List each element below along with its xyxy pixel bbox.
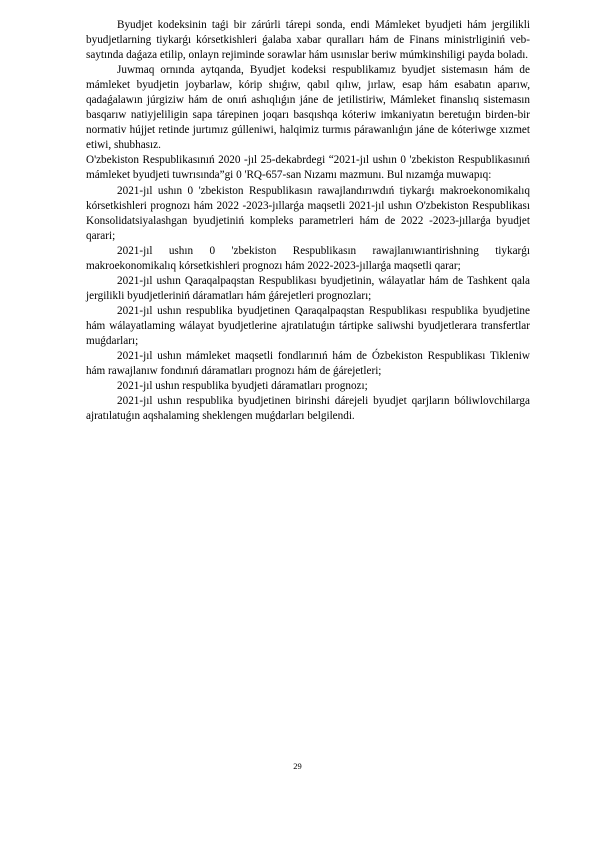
paragraph-budget-code-advantage: Byudjet kodeksinin taǵi bir zárúrli tárepi sonda, endi Mámleket byudjeti hám jergilikli byudjetlarning tiykarǵı kórsetkishleri ǵalaba xabar quralları hám de Finans ministrliginiń veb-saytında daǵaza etilip, onlayn rejiminde sorawlar hám usınıslar beriw múmkinshiligi payda boladı. bbox=[86, 19, 530, 62]
paragraph-list-item-5: 2021-jıl ushın mámleket maqsetli fondlarınıń hám de Ózbekiston Respublikası Tikleniw hám rawajlanıw fondınıń dáramatları prognozı hám de ǵárejetleri; bbox=[86, 350, 530, 378]
paragraph-list-item-4: 2021-jıl ushın respublika byudjetinen Qaraqalpaqstan Respublikası respublika byudjetine hám wálayatlaming wálayat byudjetlerine ajratılatuǵın tártipke saliwshi byudjetlerara transfertlar muǵdarları; bbox=[86, 304, 530, 347]
paragraph-list-item-2: 2021-jıl ushın 0 'zbekiston Respublikasın rawajlanıwıantirishning tiykarǵı makroekonomikalıq kórsetkishleri prognozı hám 2022-2023-jıllarǵa maqsetli qarar; bbox=[86, 244, 530, 272]
document-body bbox=[86, 18, 530, 424]
paragraph-list-item-6: 2021-jıl ushın respublika byudjeti dáramatları prognozı; bbox=[117, 380, 368, 393]
paragraph-conclusion: Juwmaq ornında aytqanda, Byudjet kodeksi respublikamız byudjet sistemasın hám de mámleket byudjetin joybarlaw, kórip shıǵıw, qabıl qılıw, jırlaw, esap hám esabatın aparıw, qadaǵalawın júrgiziw hám de onıń ashıqlıǵın jáne de jetilistiriw, Mámleket finanslıq sistemasın basqarıw natiyjeliligin sapa tárepinen joqarı basqıshqa kóteriw imkaniyatın beretuǵın birden-bir normativ hújjet retinde jurtımız gúlleniwi, halqimiz turmıs párawanlıǵın jáne de kóteriwge xızmet etiwi, shubhasız. bbox=[86, 64, 530, 152]
page-number: 29 bbox=[293, 761, 302, 771]
paragraph-law-reference: O'zbekiston Respublikasınıń 2020 -jıl 25-dekabrdegi “2021-jıl ushın 0 'zbekiston Respublikasınıń mámleket byudjeti tuwrısında”gi 0 'RQ-657-san Nızamı mazmunı. Bul nızamǵa muwapıq: bbox=[86, 154, 530, 182]
paragraph-list-item-3: 2021-jıl ushın Qaraqalpaqstan Respublikası byudjetinin, wálayatlar hám de Tashkent qala jergilikli byudjetleriniń dáramatları hám ǵárejetleri prognozları; bbox=[86, 274, 530, 302]
paragraph-list-item-7: 2021-jıl ushın respublika byudjetinen birinshi dárejeli byudjet qarjların bóliwlovchilarga ajratılatuǵın aqshalaming sheklengen muǵdarları belgilendi. bbox=[86, 395, 530, 423]
paragraph-list-item-1: 2021-jıl ushın 0 'zbekiston Respublikasın rawajlandırıwdıń tiykarǵı makroekonomikalıq kórsetkishleri prognozı hám 2022 -2023-jıllarǵa maqsetli 2021-jıl ushın O'zbekiston Respublikası Konsolidatsiyalashgan byudjetiniń kompleks parametrleri hám de 2022 -2023-jıllarǵa byudjet qarari; bbox=[86, 184, 530, 242]
